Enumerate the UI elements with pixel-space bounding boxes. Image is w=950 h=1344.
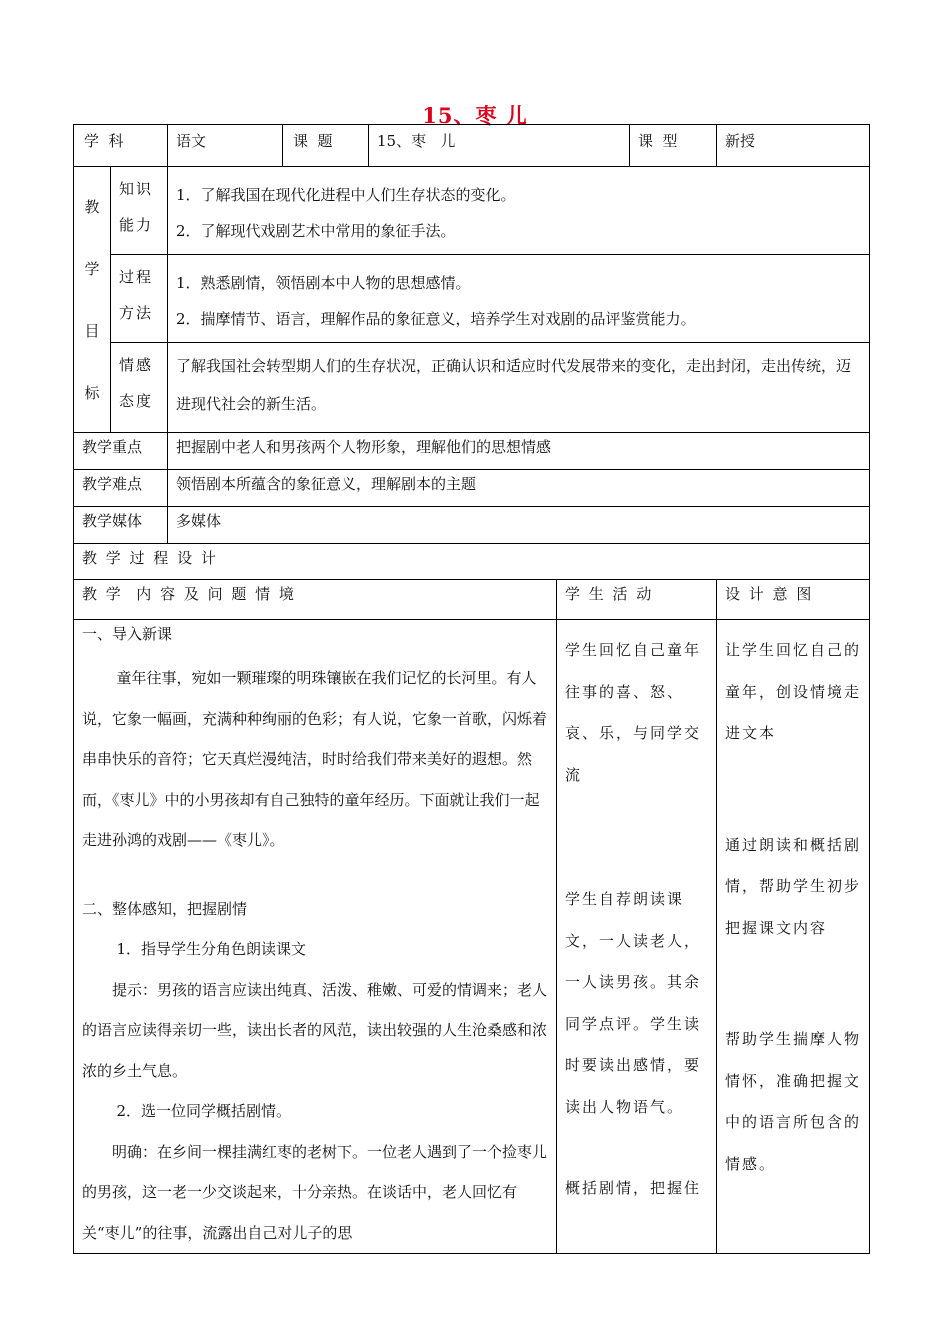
content-cell xyxy=(74,620,557,1254)
content-row xyxy=(74,620,870,1254)
activity-gap xyxy=(565,1128,708,1168)
type-label: 课 型 xyxy=(630,125,717,167)
media-value: 多媒体 xyxy=(168,507,870,544)
activity-1: 学生回忆自己童年往事的喜、怒、哀、乐，与同学交流 xyxy=(565,641,702,784)
knowledge-label-line: 知识 xyxy=(119,180,154,198)
knowledge-label xyxy=(111,167,168,255)
activity-column-header: 学 生 活 动 xyxy=(557,580,717,620)
process-label-line: 过程 xyxy=(119,268,154,286)
emotion-label-line: 情感 xyxy=(119,356,154,374)
section1-title: 一、导入新课 xyxy=(82,625,173,643)
type-value: 新授 xyxy=(717,125,870,167)
topic-label: 课 题 xyxy=(283,125,369,167)
emotion-label xyxy=(111,343,168,433)
emotion-text: 了解我国社会转型期人们的生存状况，正确认识和适应时代发展带来的变化，走出封闭，走出传统，迈进现代社会的新生活。 xyxy=(168,343,870,433)
objectives-label-char: 标 xyxy=(84,383,100,402)
subject-value: 语文 xyxy=(168,125,283,167)
media-label: 教学媒体 xyxy=(74,507,168,544)
section2-title: 二、整体感知，把握剧情 xyxy=(82,899,248,918)
lesson-plan-table xyxy=(73,124,870,1254)
intent-2: 通过朗读和概括剧情，帮助学生初步把握课文内容 xyxy=(725,835,862,937)
activity-3: 概括剧情，把握住 xyxy=(565,1179,702,1197)
intent-3: 帮助学生揣摩人物情怀，准确把握文中的语言所包含的情感。 xyxy=(725,1030,862,1173)
column-header-row xyxy=(74,580,870,620)
objective-knowledge-row xyxy=(74,167,870,255)
knowledge-line: 2．了解现代戏剧艺术中常用的象征手法。 xyxy=(176,222,456,240)
key-points-label: 教学重点 xyxy=(74,433,168,470)
intent-column-header: 设 计 意 图 xyxy=(717,580,870,620)
media-row xyxy=(74,507,870,544)
process-line: 1．熟悉剧情，领悟剧本中人物的思想感情。 xyxy=(176,274,471,292)
activity-2: 学生自荐朗读课文，一人读老人，一人读男孩。其余同学点评。学生读时要读出感情，要读出人物语气。 xyxy=(565,890,702,1116)
item1-title: 1．指导学生分角色朗读课文 xyxy=(116,940,307,958)
key-points-row xyxy=(74,433,870,470)
difficulties-label: 教学难点 xyxy=(74,470,168,507)
knowledge-line: 1．了解我国在现代化进程中人们生存状态的变化。 xyxy=(176,186,516,204)
objective-process-row xyxy=(74,255,870,343)
process-label xyxy=(111,255,168,343)
item1-tip: 提示：男孩的语言应读出纯真、活泼、稚嫩、可爱的情调来；老人的语言应读得亲切一些，读出长者的风范，读出较强的人生沧桑感和浓浓的乡土气息。 xyxy=(82,980,548,1080)
item2-answer: 明确：在乡间一棵挂满红枣的老树下。一位老人遇到了一个捡枣儿的男孩，这一老一少交谈起来，十分亲热。在谈话中，老人回忆有关“枣儿”的往事，流露出自己对儿子的思 xyxy=(82,1142,548,1242)
activity-gap xyxy=(565,796,708,879)
intent-gap xyxy=(725,755,861,825)
topic-value: 15、枣 儿 xyxy=(369,125,630,167)
process-design-row xyxy=(74,544,870,580)
difficulties-row xyxy=(74,470,870,507)
subject-label: 学 科 xyxy=(74,125,168,167)
section1-body: 童年往事，宛如一颗璀璨的明珠镶嵌在我们记忆的长河里。有人说，它象一幅画，充满种种绚丽的色彩；有人说，它象一首歌，闪烁着串串快乐的音符；它天真烂漫纯洁，时时给我们带来美好的遐想。然而，《枣儿》中的小男孩却有自己独特的童年经历。下面就让我们一起走进孙鸿的戏剧——《枣儿》。 xyxy=(82,669,548,849)
content-column-header: 教 学 内 容 及 问 题 情 境 xyxy=(74,580,557,620)
knowledge-label-line: 能力 xyxy=(119,216,154,234)
process-text xyxy=(168,255,870,343)
header-row xyxy=(74,125,870,167)
objectives-label-char: 学 xyxy=(84,259,100,278)
item2-title: 2．选一位同学概括剧情。 xyxy=(116,1102,292,1120)
process-design-label: 教 学 过 程 设 计 xyxy=(74,544,870,580)
intent-1: 让学生回忆自己的童年，创设情境走进文本 xyxy=(725,641,862,742)
document-title: 15、枣 儿 xyxy=(422,103,528,128)
objective-emotion-row xyxy=(74,343,870,433)
key-points-value: 把握剧中老人和男孩两个人物形象，理解他们的思想情感 xyxy=(168,433,870,470)
objectives-label-char: 目 xyxy=(84,321,100,340)
difficulties-value: 领悟剧本所蕴含的象征意义，理解剧本的主题 xyxy=(168,470,870,507)
process-line: 2．揣摩情节、语言，理解作品的象征意义，培养学生对戏剧的品评鉴赏能力。 xyxy=(176,310,696,328)
knowledge-text xyxy=(168,167,870,255)
activity-cell xyxy=(557,620,717,1254)
section1-gap xyxy=(82,861,550,889)
objectives-label-char: 教 xyxy=(84,197,100,216)
emotion-label-line: 态度 xyxy=(119,392,154,410)
intent-gap xyxy=(725,949,861,1019)
intent-cell xyxy=(717,620,870,1254)
objectives-label xyxy=(74,167,111,433)
process-label-line: 方法 xyxy=(119,304,154,322)
